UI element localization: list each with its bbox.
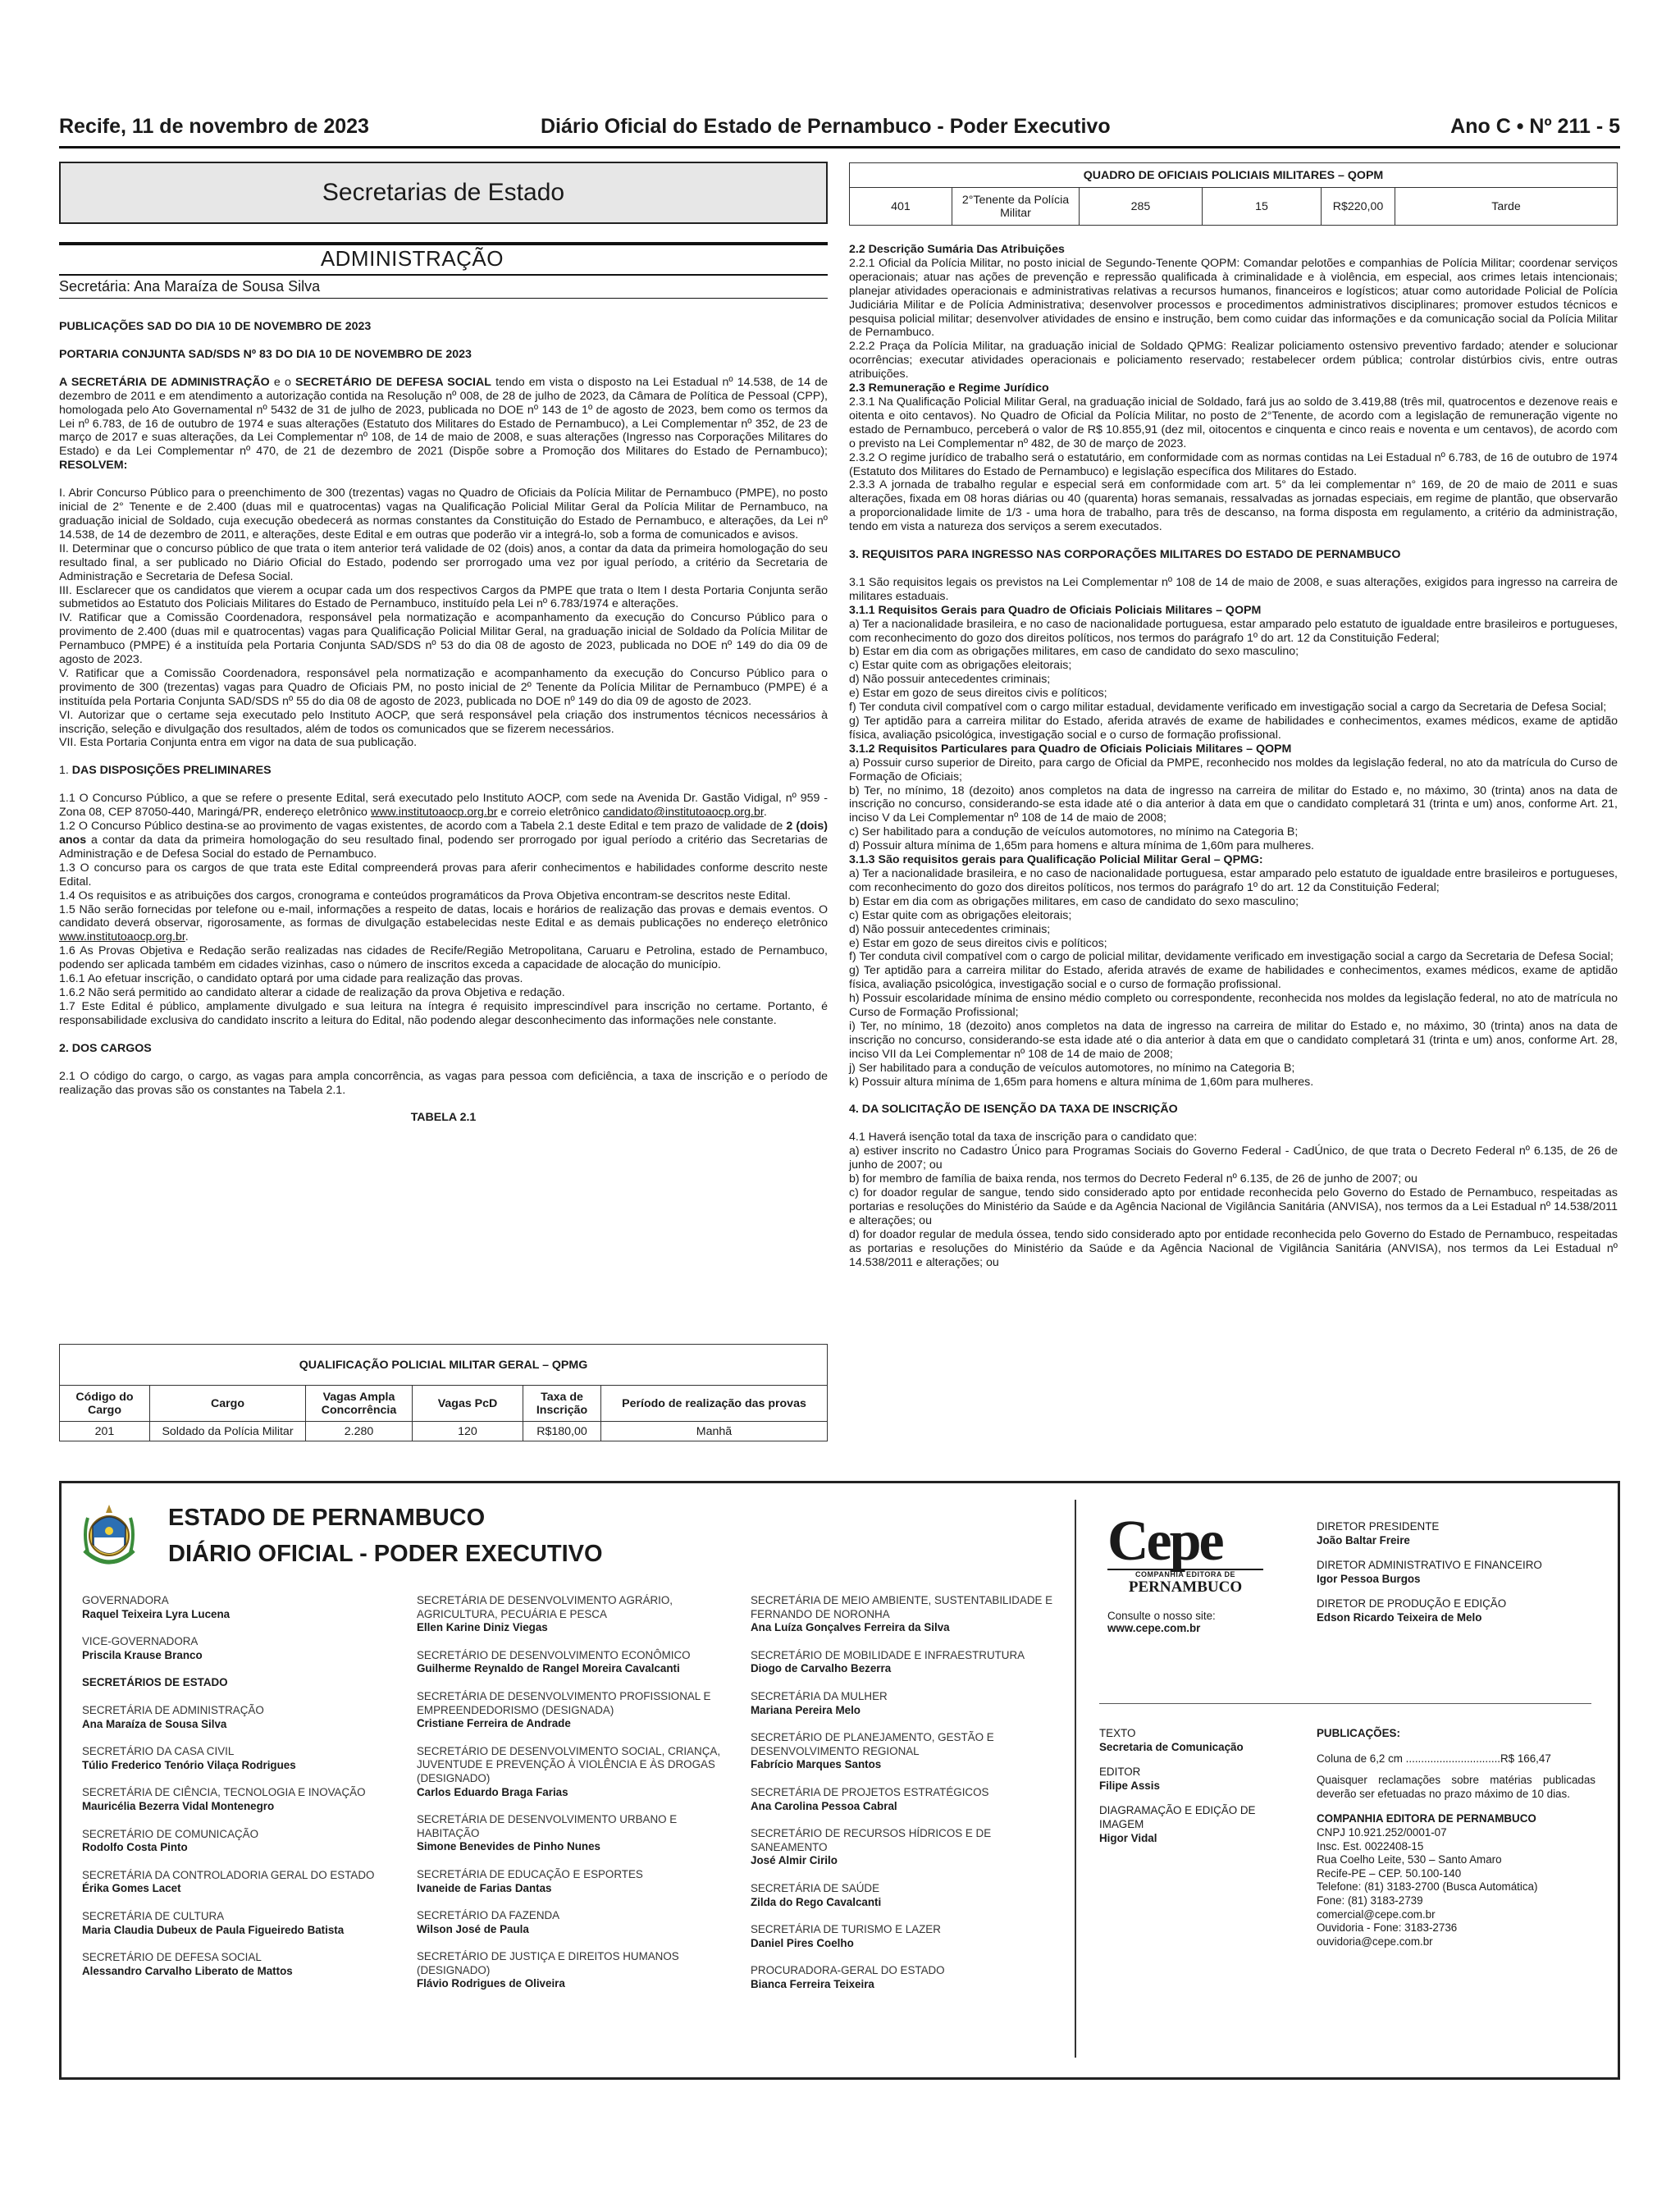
official-name: Rodolfo Costa Pinto — [82, 1841, 188, 1854]
list-item: a) Possuir curso superior de Direito, para cargo de Oficial da PMPE, reconhecido nos moldes da legislação federal, no ato da matrícula do Curso de Formação de Oficiais; — [849, 756, 1618, 783]
office-label: SECRETÁRIA DA CONTROLADORIA GERAL DO ESTADO — [82, 1868, 375, 1881]
official-entry — [417, 1813, 728, 1854]
list — [849, 867, 1618, 1090]
office-label: SECRETÁRIA DA MULHER — [751, 1689, 888, 1702]
official-name: Alessandro Carvalho Liberato de Mattos — [82, 1964, 293, 1977]
item: II. Determinar que o concurso público de que trata o item anterior terá validade de 02 (dois) anos, a contar da data da primeira homologação do seu resultado final, a ser publicado no Diário Oficial do Estado, podendo ser prorrogado uma vez por igual período, a critério da Secretaria de Administração e Secretaria de Defesa Social. — [59, 541, 828, 583]
list-item: b) Ter, no mínimo, 18 (dezoito) anos completos na data de ingresso na carreira de militar do Estado e, no máximo, 30 (trinta) anos na data de inscrição no concurso, considerando-se esta idade até o dia anterior à data em que o candidato completará 31 (trinta e um) anos, conforme Art. 21, inciso V da Lei Complementar nº 108 de 14 de maio de 2008; — [849, 783, 1618, 825]
office-label: SECRETÁRIO DE JUSTIÇA E DIREITOS HUMANOS (DESIGNADO) — [417, 1950, 679, 1976]
list-item: h) Possuir escolaridade mínima de ensino médio completo ou correspondente, reconhecida nos moldes da legislação federal, no ato de matrícula no Curso de Formação Profissional; — [849, 992, 1618, 1020]
subheading: 3.1.2 Requisitos Particulares para Quadro de Oficiais Policiais Militares – QOPM — [849, 742, 1292, 756]
table-header-row: Código do Cargo Cargo Vagas Ampla Concorrência Vagas PcD Taxa de Inscrição Período de realização das provas — [60, 1386, 828, 1422]
official-entry — [1099, 1766, 1288, 1793]
official-name: Mauricélia Bezerra Vidal Montenegro — [82, 1799, 275, 1812]
official-entry — [417, 1950, 728, 1991]
official-entry — [1099, 1727, 1288, 1754]
list-item: f) Ter conduta civil compatível com o cargo de policial militar, devidamente verificado em investigação social a cargo da Secretaria de Defesa Social; — [849, 950, 1614, 964]
office-label: SECRETÁRIA DE EDUCAÇÃO E ESPORTES — [417, 1867, 643, 1880]
staff — [1099, 1727, 1288, 1857]
officials-column — [751, 1594, 1062, 2005]
paragraph: 3.1 São requisitos legais os previstos na Lei Complementar nº 108 de 14 de maio de 2008, e suas alterações, exigidos para ingresso na carreira de militares estaduais. — [849, 575, 1618, 603]
table-caption: QUALIFICAÇÃO POLICIAL MILITAR GERAL – QPMG — [59, 1344, 828, 1385]
official-entry — [1099, 1804, 1288, 1845]
list-item: k) Possuir altura mínima de 1,65m para homens e altura mínima de 1,60m para mulheres. — [849, 1075, 1314, 1089]
list-item: c) Estar quite com as obrigações eleitorais; — [849, 659, 1072, 673]
official-name: Diogo de Carvalho Bezerra — [751, 1662, 892, 1675]
office-label: SECRETÁRIA DE CULTURA — [82, 1909, 225, 1922]
item: V. Ratificar que a Comissão Coordenadora, responsável pela normatização e acompanhamento da execução do Concurso Público para o provimento de 300 (trezentas) vagas para Quadro de Oficiais PM, no posto inicial de 2º Tenente da Polícia Militar de Pernambuco (PMPE) é a instituída pela Portaria Conjunta SAD/SDS nº 55 do dia 08 de agosto de 2023, publicada no DOE nº 149 do dia 09 de agosto de 2023. — [59, 666, 828, 708]
office-label: SECRETÁRIO DE PLANEJAMENTO, GESTÃO E DESENVOLVIMENTO REGIONAL — [751, 1731, 994, 1757]
office-label: SECRETÁRIO DE MOBILIDADE E INFRAESTRUTURA — [751, 1648, 1025, 1661]
paragraph: 2.1 O código do cargo, o cargo, as vagas para ampla concorrência, as vagas para pessoa com deficiência, a taxa de inscrição e o período de realização das provas são os constantes na Tabela 2.1. — [59, 1069, 828, 1097]
company-details — [1317, 1826, 1596, 1948]
official-name: Maria Claudia Dubeux de Paula Figueiredo Batista — [82, 1923, 345, 1936]
official-name: Ivaneide de Farias Dantas — [417, 1881, 552, 1894]
office-label: DIRETOR ADMINISTRATIVO E FINANCEIRO — [1317, 1559, 1542, 1572]
list-item: d) Não possuir antecedentes criminais; — [849, 673, 1051, 687]
list-item: b) Estar em dia com as obrigações militares, em caso de candidato do sexo masculino; — [849, 645, 1299, 659]
paragraph: 1.6 As Provas Objetiva e Redação serão realizadas nas cidades de Recife/Região Metropolitana, Caruaru e Petrolina, estado de Pernambuco, podendo ser aplicada também em cidades vizinhas, caso o número de inscritos exceda a capacidade de alocação do município. — [59, 944, 828, 972]
official-name: Bianca Ferreira Teixeira — [751, 1977, 874, 1990]
company-line: Ouvidoria - Fone: 3183-2736 — [1317, 1921, 1458, 1935]
rule — [59, 242, 828, 245]
official-name: Flávio Rodrigues de Oliveira — [417, 1977, 565, 1990]
left-column — [59, 320, 828, 1125]
item: VI. Autorizar que o certame seja executado pelo Instituto AOCP, que será responsável pela criação dos instrumentos técnicos necessários à inscrição, seleção e divulgação dos resultados, além de todos os comunicados que se fizerem necessários. — [59, 708, 828, 736]
official-entry — [751, 1594, 1062, 1635]
subheading: 2.2 Descrição Sumária Das Atribuições — [849, 243, 1065, 256]
official-name: Daniel Pires Coelho — [751, 1936, 854, 1949]
official-entry — [1317, 1559, 1596, 1586]
company-line: Rua Coelho Leite, 530 – Santo Amaro — [1317, 1853, 1502, 1866]
company-line: Telefone: (81) 3183-2700 (Busca Automática) — [1317, 1880, 1538, 1894]
divider — [1075, 1500, 1076, 2058]
official-name: Zilda do Rego Cavalcanti — [751, 1895, 882, 1908]
official-entry — [82, 1786, 418, 1813]
office-label: SECRETÁRIO DE RECURSOS HÍDRICOS E DE SANEAMENTO — [751, 1827, 992, 1853]
official-name: Ana Luíza Gonçalves Ferreira da Silva — [751, 1621, 950, 1634]
office-label: SECRETÁRIA DE SAÚDE — [751, 1881, 880, 1894]
official-entry — [82, 1869, 418, 1896]
official-name: Fabrício Marques Santos — [751, 1758, 882, 1771]
paragraph: 1.5 Não serão fornecidas por telefone ou e-mail, informações a respeito de datas, locais e horários de realização das provas e demais eventos. O candidato deverá observar, rigorosamente, as formas de divulgação estabelecidas neste Edital e as demais publicações no endereço eletrônico www.institutoaocp.org.br. — [59, 902, 828, 944]
paragraph: 2.3.2 O regime jurídico de trabalho será o estatutário, em conformidade com as normas contidas na Lei Estadual nº 6.783, de 16 de outubro de 1974 (Estatuto dos Militares do Estado de Pernambuco) e legislação específica dos Militares do Estado. — [849, 450, 1618, 478]
office-label: SECRETÁRIO DA FAZENDA — [417, 1909, 560, 1922]
item: IV. Ratificar que a Comissão Coordenadora, responsável pela normatização e acompanhamento da execução do Concurso Público para o provimento de 2.400 (duas mil e quatrocentas) vagas para Qualificação Policial Militar Geral, na graduação inicial de Soldado da Polícia Militar de Pernambuco (PMPE) é a instituída pela Portaria Conjunta SAD/SDS nº 53 do dia 08 de agosto de 2023, publicada no DOE nº 149 do dia 09 de agosto de 2023. — [59, 611, 828, 667]
item: I. Abrir Concurso Público para o preenchimento de 300 (trezentas) vagas no Quadro de Oficiais da Polícia Militar de Pernambuco (PMPE), no posto inicial de 2° Tenente e de 2.400 (duas mil e quatrocentas) vagas na Qualificação Policial Militar Geral da Polícia Militar de Pernambuco, na graduação inicial de Soldado, cuja execução obedecerá as normas constantes da Constituição do Estado de Pernambuco, e alterações, da Lei nº 14.538, de 14 de dezembro de 2011, e alterações, deste Edital e em outras que poderão vir a integrá-lo, sob a forma de comunicados e avisos. — [59, 487, 828, 541]
link[interactable]: www.institutoaocp.org.br — [59, 930, 185, 944]
official-name: João Baltar Freire — [1317, 1533, 1410, 1546]
right-column — [849, 243, 1618, 1269]
list-item: e) Estar em gozo de seus direitos civis e políticos; — [849, 687, 1107, 701]
preamble: A SECRETÁRIA DE ADMINISTRAÇÃO e o SECRETÁRIO DE DEFESA SOCIAL tendo em vista o disposto na Lei Estadual nº 14.538, de 14 de dezembro de 2011 e em atendimento a autorização contida na Resolução nº 008, de 28 de julho de 2023, da Câmara de Política de Pessoal (CPP), homologada pelo Ato Governamental nº 5432 de 31 de julho de 2023, publicada no DOE nº 143 de 1º de agosto de 2023, bem como os termos da Lei nº 6.783, de 16 de outubro de 1974 e suas alterações (Estatuto dos Militares do Estado de Pernambuco), a Lei Complementar nº 352, de 23 de março de 2017 e suas alterações, da Lei Complementar nº 108, de 14 de maio de 2008, e suas alterações (Ingresso nas Corporações Militares do Estado) e da Lei Complementar nº 470, de 21 de dezembro de 2021 (Dispõe sobre a Promoção dos Militares do Estado de Pernambuco); RESOLVEM: — [59, 375, 828, 473]
official-name: Ana Maraíza de Sousa Silva — [82, 1717, 227, 1730]
link[interactable]: www.institutoaocp.org.br — [370, 806, 498, 820]
paragraph: 1.3 O concurso para os cargos de que trata este Edital compreenderá provas para aferir conhecimentos e habilidades conforme descrito neste Edital. — [59, 861, 828, 889]
official-name: José Almir Cirilo — [751, 1854, 838, 1867]
page-header — [59, 115, 1620, 143]
official-name: SECRETÁRIOS DE ESTADO — [82, 1676, 228, 1689]
portaria-heading: PORTARIA CONJUNTA SAD/SDS Nº 83 DO DIA 10 DE NOVEMBRO DE 2023 — [59, 347, 472, 361]
paragraph: 2.2.2 Praça da Polícia Militar, na graduação inicial de Soldado QPMG: Realizar policiamento ostensivo preventivo fardado; atender e solucionar ocorrências; executar atividades operacionais e policiamento reservado; restabelecer ordem pública; controlar distúrbios civis, entre outras atribuições. — [849, 340, 1618, 381]
office-label: SECRETÁRIO DE DESENVOLVIMENTO SOCIAL, CRIANÇA, JUVENTUDE E PREVENÇÃO À VIOLÊNCIA E ÀS DROGAS (DESIGNADO) — [417, 1744, 721, 1784]
table-qopm — [849, 162, 1618, 226]
office-label: DIRETOR PRESIDENTE — [1317, 1520, 1440, 1533]
official-entry — [751, 1690, 1062, 1717]
official-entry — [751, 1882, 1062, 1909]
masthead-title: ESTADO DE PERNAMBUCO DIÁRIO OFICIAL - PODER EXECUTIVO — [168, 1505, 603, 1567]
list-item: c) Ser habilitado para a condução de veículos automotores, no mínimo na Categoria B; — [849, 825, 1299, 839]
official-entry — [82, 1594, 418, 1621]
paragraph: 1.1 O Concurso Público, a que se refere o presente Edital, será executado pelo Instituto AOCP, com sede na Avenida Dr. Gastão Vidigal, nº 959 - Zona 08, CEP 87050-440, Maringá/PR, endereço eletrônico www.institutoaocp.org.br e correio eletrônico candidato@institutoaocp.org.br. — [59, 792, 828, 820]
official-entry — [82, 1951, 418, 1978]
official-name: Simone Benevides de Pinho Nunes — [417, 1840, 600, 1853]
office-label: SECRETÁRIA DE ADMINISTRAÇÃO — [82, 1703, 264, 1716]
official-name: Filipe Assis — [1099, 1779, 1160, 1792]
company-line: ouvidoria@cepe.com.br — [1317, 1935, 1433, 1948]
official-entry — [417, 1745, 728, 1799]
cepe-logo: Cepe COMPANHIA EDITORA DE PERNAMBUCO Consulte o nosso site: www.cepe.com.br — [1107, 1516, 1263, 1634]
official-name: Secretaria de Comunicação — [1099, 1740, 1244, 1753]
office-label: SECRETÁRIA DE PROJETOS ESTRATÉGICOS — [751, 1785, 989, 1798]
office-label: SECRETÁRIO DE DEFESA SOCIAL — [82, 1951, 262, 1964]
company-line: CNPJ 10.921.252/0001-07 — [1317, 1825, 1447, 1839]
office-label: SECRETÁRIO DE COMUNICAÇÃO — [82, 1827, 259, 1840]
list-item: g) Ter aptidão para a carreira militar do Estado, aferida através de exame de habilidades e conhecimentos, exames médicos, exame de aptidão física, avaliação psicológica, investigação social e o curso de formação profissional. — [849, 715, 1618, 742]
header-edition: Ano C • Nº 211 - 5 — [1450, 115, 1620, 138]
official-name: Guilherme Reynaldo de Rangel Moreira Cavalcanti — [417, 1662, 680, 1675]
list-item: a) Ter a nacionalidade brasileira, e no caso de nacionalidade portuguesa, estar amparado pelo estatuto de igualdade entre brasileiros e portugueses, com reconhecimento do gozo dos direitos políticos, nos termos do parágrafo 1º do art. 12 da Constituição Federal; — [849, 617, 1618, 645]
section-heading: 4. DA SOLICITAÇÃO DE ISENÇÃO DA TAXA DE INSCRIÇÃO — [849, 1103, 1178, 1117]
official-name: Igor Pessoa Burgos — [1317, 1572, 1421, 1585]
official-name: Higor Vidal — [1099, 1831, 1157, 1844]
paragraph: 4.1 Haverá isenção total da taxa de inscrição para o candidato que: — [849, 1131, 1198, 1144]
list-item: a) Ter a nacionalidade brasileira, e no caso de nacionalidade portuguesa, estar amparado pelo estatuto de igualdade entre brasileiros e portugueses, com reconhecimento do gozo dos direitos políticos, nos termos do parágrafo 1º do art. 12 da Constituição Federal; — [849, 866, 1618, 894]
office-label: DIAGRAMAÇÃO E EDIÇÃO DE IMAGEM — [1099, 1804, 1256, 1830]
section-heading: 2. DOS CARGOS — [59, 1041, 152, 1055]
table-caption: QUADRO DE OFICIAIS POLICIAIS MILITARES – QOPM — [849, 162, 1618, 187]
list-item: a) estiver inscrito no Cadastro Único para Programas Sociais do Governo Federal - CadÚnico, de que trata o Decreto Federal nº 6.135, de 26 de junho de 2007; ou — [849, 1144, 1618, 1172]
list-item: i) Ter, no mínimo, 18 (dezoito) anos completos na data de ingresso na carreira de militar do Estado e, no máximo, 30 (trinta) anos na data de inscrição no concurso, considerando-se esta idade até o dia anterior à data em que o candidato completará 31 (trinta e um) anos, conforme Art. 28, inciso VII da Lei Complementar nº 108 de 14 de maio de 2008; — [849, 1019, 1618, 1061]
item: III. Esclarecer que os candidatos que vierem a ocupar cada um dos respectivos Cargos da PMPE que trata o Item I desta Portaria Conjunta serão submetidos ao Estatuto dos Policiais Militares do Estado de Pernambuco, instituído pela Lei nº 6.783/1974 e alterações. — [59, 583, 828, 611]
office-label: SECRETÁRIA DE CIÊNCIA, TECNOLOGIA E INOVAÇÃO — [82, 1786, 366, 1799]
directors — [1317, 1520, 1596, 1637]
paragraph: 1.4 Os requisitos e as atribuições dos cargos, cronograma e conteúdos programáticos da Prova Objetiva encontram-se descritos neste Edital. — [59, 889, 791, 902]
list-item: b) for membro de família de baixa renda, nos termos do Decreto Federal nº 6.135, de 26 de junho de 2007; ou — [849, 1172, 1418, 1186]
publications-heading: PUBLICAÇÕES SAD DO DIA 10 DE NOVEMBRO DE 2023 — [59, 320, 372, 333]
office-label: TEXTO — [1099, 1727, 1136, 1739]
section-heading: 3. REQUISITOS PARA INGRESSO NAS CORPORAÇÕES MILITARES DO ESTADO DE PERNAMBUCO — [849, 548, 1401, 562]
paragraph: 2.3.1 Na Qualificação Policial Militar Geral, na graduação inicial de Soldado, fará jus ao soldo de 3.419,88 (três mil, quatrocentos e dezenove reais e oitenta e oito centavos). No Quadro de Oficial da Polícia Militar, no posto de 2°Tenente, de acordo com a legislação de remuneração vigente no estado de Pernambuco, perceberá o valor de R$ 10.855,91 (dez mil, oitocentos e cinquenta e cinco reais e noventa e um centavos), de acordo com o previsto na Lei Complementar nº 482, de 30 de março de 2023. — [849, 395, 1618, 450]
official-name: Cristiane Ferreira de Andrade — [417, 1717, 571, 1730]
official-name: Raquel Teixeira Lyra Lucena — [82, 1607, 231, 1620]
list — [849, 1144, 1618, 1269]
official-entry — [82, 1745, 418, 1772]
official-entry — [82, 1635, 418, 1662]
section-title: Secretarias de Estado — [59, 162, 828, 224]
paragraph: 1.7 Este Edital é público, amplamente divulgado e sua leitura na íntegra é requisito imprescindível para inscrição no certame. Portanto, é responsabilidade exclusiva do candidato inscrito a leitura do Edital, não podendo alegar desconhecimento das informações nele constante. — [59, 999, 828, 1027]
official-entry — [751, 1731, 1062, 1772]
official-name: Ana Carolina Pessoa Cabral — [751, 1799, 897, 1812]
company-line: Insc. Est. 0022408-15 — [1317, 1839, 1424, 1853]
table-row: 201 Soldado da Polícia Militar 2.280 120 R$180,00 Manhã — [60, 1422, 828, 1441]
official-name: Mariana Pereira Melo — [751, 1703, 861, 1716]
officials-column — [82, 1594, 418, 1992]
list-item: d) Não possuir antecedentes criminais; — [849, 922, 1051, 936]
official-entry — [82, 1910, 418, 1937]
officials-column — [417, 1594, 728, 2005]
email-link[interactable]: candidato@institutoaocp.org.br — [603, 806, 764, 820]
rule — [59, 298, 828, 299]
official-entry — [417, 1868, 728, 1895]
state-coat-of-arms-icon — [80, 1501, 139, 1575]
official-entry — [751, 1964, 1062, 1991]
site-link[interactable]: www.cepe.com.br — [1107, 1622, 1201, 1634]
company-line: Fone: (81) 3183-2739 — [1317, 1894, 1423, 1907]
official-name: Edson Ricardo Teixeira de Melo — [1317, 1610, 1482, 1624]
office-label: SECRETÁRIO DA CASA CIVIL — [82, 1745, 235, 1758]
office-label: GOVERNADORA — [82, 1594, 169, 1606]
official-entry — [1317, 1597, 1596, 1624]
item: VII. Esta Portaria Conjunta entra em vigor na data de sua publicação. — [59, 736, 418, 750]
subheading: 3.1.3 São requisitos gerais para Qualificação Policial Militar Geral – QPMG: — [849, 853, 1263, 867]
list-item: b) Estar em dia com as obrigações militares, em caso de candidato do sexo masculino; — [849, 894, 1299, 908]
paragraph: 2.2.1 Oficial da Polícia Militar, no posto inicial de Segundo-Tenente QOPM: Comandar pelotões e companhias de Polícia Militar; coordenar serviços operacionais; atuar nas ações de prevenção e repressão qualificada à criminalidade e à violência, em especial, aos crimes letais intencionais; planejar atividades operacionais e administrativas relativas a recursos humanos, financeiros e logísticos; atuar como autoridade Policial de Polícia Judiciária Militar e de Polícia Administrativa; desenvolver processos e procedimentos administrativos disciplinares; promover estudos técnicos e pesquisa policial militar; desenvolver atividades de ensino e instrução, bem como cuidar das informações e da comunicação social da Polícia Militar de Pernambuco. — [849, 256, 1618, 340]
divider — [1099, 1703, 1591, 1704]
list-item: g) Ter aptidão para a carreira militar do Estado, aferida através de exame de habilidades e conhecimentos, exames médicos, exame de aptidão física, avaliação psicológica, investigação social e o curso de formação profissional. — [849, 964, 1618, 992]
masthead — [59, 1481, 1620, 2080]
list-item: d) Possuir altura mínima de 1,65m para homens e altura mínima de 1,60m para mulheres. — [849, 839, 1314, 853]
office-label: SECRETÁRIA DE DESENVOLVIMENTO URBANO E HABITAÇÃO — [417, 1813, 678, 1839]
official-entry — [1317, 1520, 1596, 1547]
official-entry — [417, 1909, 728, 1936]
secretaria-line: Secretária: Ana Maraíza de Sousa Silva — [59, 278, 321, 295]
official-entry — [751, 1923, 1062, 1950]
list-item: c) Estar quite com as obrigações eleitorais; — [849, 908, 1072, 922]
official-entry — [417, 1594, 728, 1635]
table-row: 401 2°Tenente da Polícia Militar 285 15 R$220,00 Tarde — [850, 188, 1618, 226]
section-heading: 1. DAS DISPOSIÇÕES PRELIMINARES — [59, 764, 272, 778]
official-entry — [82, 1704, 418, 1731]
header-title: Diário Oficial do Estado de Pernambuco - Poder Executivo — [541, 115, 1111, 138]
list — [849, 618, 1618, 742]
official-name: Érika Gomes Lacet — [82, 1882, 181, 1895]
list-item: c) for doador regular de sangue, tendo sido considerado apto por entidade reconhecida pelo Governo do Estado de Pernambuco, respeitadas as portarias e resoluções do Ministério da Saúde e da Agência Nacional de Vigilância Sanitária (ANVISA), nos termos da a Lei Estadual nº 14.538/2011 e alterações; ou — [849, 1186, 1618, 1227]
header-date: Recife, 11 de novembro de 2023 — [59, 115, 369, 138]
table-label: TABELA 2.1 — [410, 1111, 477, 1125]
official-entry — [82, 1828, 418, 1855]
paragraph: 1.6.1 Ao efetuar inscrição, o candidato optará por uma cidade para realização das provas. — [59, 972, 523, 986]
header-rule — [59, 146, 1620, 148]
paragraph: 2.3.3 A jornada de trabalho regular e especial será em conformidade com art. 5° da lei complementar n° 169, de 20 de maio de 2011 e suas alterações, fixada em 08 horas diárias ou 40 (quarenta) horas semanais, ressalvadas as jornadas especiais, em regime de plantão, que observarão a proporcionalidade limite de 1/3 - uma hora de trabalho, para três de descanso, na forma disposta em regulamento, a critério da administração, tendo em vista a natureza dos serviços a serem executados. — [849, 478, 1618, 534]
list-item: j) Ser habilitado para a condução de veículos automotores, no mínimo na Categoria B; — [849, 1061, 1295, 1075]
company-line: Recife-PE – CEP. 50.100-140 — [1317, 1866, 1462, 1880]
rule — [59, 274, 828, 276]
official-name: Carlos Eduardo Braga Farias — [417, 1785, 568, 1798]
paragraph: 1.2 O Concurso Público destina-se ao provimento de vagas existentes, de acordo com a Tabela 2.1 deste Edital e tem prazo de validade de 2 (dois) anos a contar da data da primeira homologação do seu resultado final, podendo ser prorrogado por igual período a critério das Secretarias de Administração e de Defesa Social do estado de Pernambuco. — [59, 820, 828, 861]
table-2-1 — [59, 1344, 828, 1441]
official-entry — [417, 1649, 728, 1676]
office-label: SECRETÁRIA DE TURISMO E LAZER — [751, 1923, 941, 1936]
office-label: SECRETÁRIA DE DESENVOLVIMENTO AGRÁRIO, AGRICULTURA, PECUÁRIA E PESCA — [417, 1594, 673, 1620]
company-line: comercial@cepe.com.br — [1317, 1907, 1436, 1921]
subheading: 2.3 Remuneração e Regime Jurídico — [849, 381, 1049, 395]
official-entry — [82, 1676, 418, 1690]
official-entry — [417, 1690, 728, 1731]
official-name: Priscila Krause Branco — [82, 1648, 203, 1661]
office-label: DIRETOR DE PRODUÇÃO E EDIÇÃO — [1317, 1597, 1507, 1610]
official-entry — [751, 1827, 1062, 1868]
publications-info: PUBLICAÇÕES: Coluna de 6,2 cm ...............................R$ 166,47 Quaisquer reclamações sobre matérias publicadas deverão ser efetuadas no prazo máximo de 10 dias. COMPANHIA EDITORA DE PERNAMBUCO CNPJ 10.921.252/0001-07 Insc. Est. 0022408-15 Rua Coelho Leite, 530 – Santo Amaro Recife-PE – CEP. 50.100-140 Telefone: (81) 3183-2700 (Busca Automática) Fone: (81) 3183-2739 comercial@cepe.com.br Ouvidoria - Fone: 3183-2736 ouvidoria@cepe.com.br — [1317, 1727, 1596, 1948]
list-item: e) Estar em gozo de seus direitos civis e políticos; — [849, 936, 1107, 950]
paragraph: 1.6.2 Não será permitido ao candidato alterar a cidade de realização da prova Objetiva e redação. — [59, 985, 565, 999]
official-entry — [751, 1786, 1062, 1813]
office-label: SECRETÁRIA DE MEIO AMBIENTE, SUSTENTABILIDADE E FERNANDO DE NORONHA — [751, 1594, 1053, 1620]
dept-title: ADMINISTRAÇÃO — [320, 246, 504, 271]
official-name: Ellen Karine Diniz Viegas — [417, 1621, 548, 1634]
subheading: 3.1.1 Requisitos Gerais para Quadro de Oficiais Policiais Militares – QOPM — [849, 603, 1262, 617]
office-label: PROCURADORA-GERAL DO ESTADO — [751, 1964, 945, 1977]
official-entry — [751, 1649, 1062, 1676]
list-item: f) Ter conduta civil compatível com o cargo militar estadual, devidamente verificado em investigação social a cargo da Secretaria de Defesa Social; — [849, 701, 1607, 715]
office-label: VICE-GOVERNADORA — [82, 1635, 199, 1648]
office-label: EDITOR — [1099, 1766, 1141, 1779]
official-name: Wilson José de Paula — [417, 1922, 529, 1935]
office-label: SECRETÁRIA DE DESENVOLVIMENTO PROFISSIONAL E EMPREENDEDORISMO (DESIGNADA) — [417, 1689, 711, 1716]
list — [849, 756, 1618, 853]
official-name: Túlio Frederico Tenório Vilaça Rodrigues — [82, 1758, 296, 1771]
office-label: SECRETÁRIO DE DESENVOLVIMENTO ECONÔMICO — [417, 1648, 691, 1661]
list-item: d) for doador regular de medula óssea, tendo sido considerado apto por entidade reconhecida pelo Governo do Estado de Pernambuco, respeitadas as portarias e resoluções do Ministério da Saúde e da Agência Nacional de Vigilância Sanitária (ANVISA), nos termos da Lei Estadual nº 14.538/2011 e alterações; ou — [849, 1227, 1618, 1269]
